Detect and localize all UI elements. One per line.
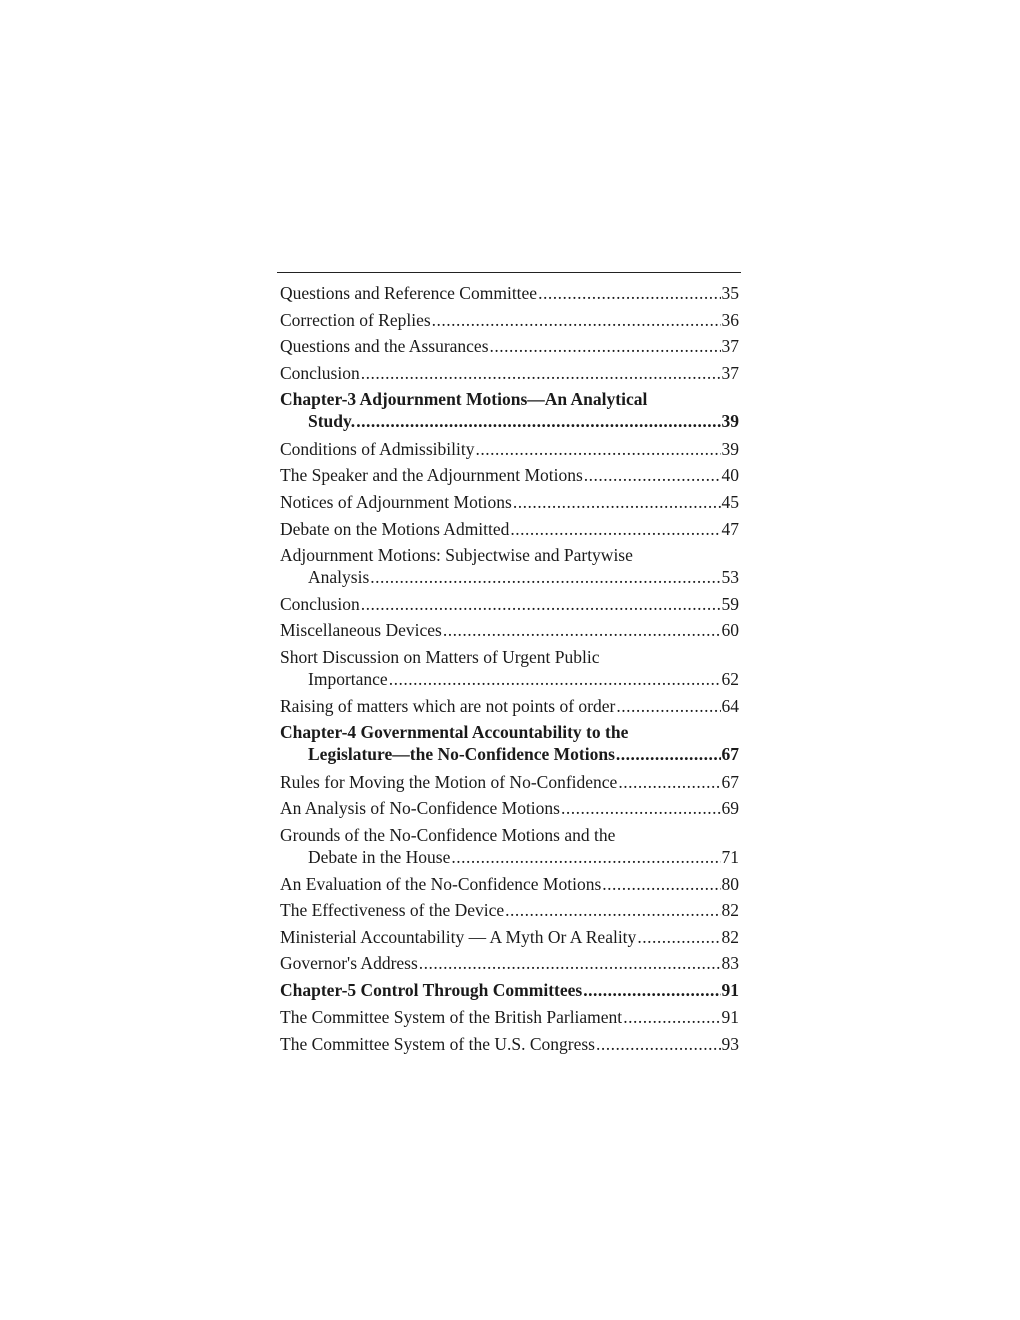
leader-dots — [360, 362, 721, 384]
entry-title: Chapter-5 Control Through Committees — [280, 979, 583, 1000]
entry-title: Miscellaneous Devices — [280, 620, 442, 641]
toc-entry[interactable] — [280, 926, 739, 948]
leader-dots — [636, 926, 720, 948]
leader-dots — [615, 695, 720, 717]
page-number: 80 — [721, 873, 739, 894]
leader-dots — [418, 952, 721, 974]
leader-dots — [512, 491, 721, 513]
toc-entry[interactable] — [280, 797, 739, 819]
page-number: 53 — [721, 567, 739, 588]
page-number: 64 — [721, 695, 739, 716]
toc-chapter-entry[interactable] — [280, 721, 739, 765]
page-number: 39 — [721, 411, 739, 432]
page-number: 37 — [721, 336, 739, 357]
toc-entry[interactable] — [280, 593, 739, 615]
leader-dots — [450, 846, 720, 868]
page-number: 71 — [721, 846, 739, 867]
toc-entry[interactable] — [280, 309, 739, 331]
entry-title: The Speaker and the Adjournment Motions — [280, 465, 583, 486]
toc-entry[interactable] — [280, 952, 739, 974]
toc-entry[interactable] — [280, 518, 739, 540]
entry-title: Governor's Address — [280, 953, 418, 974]
entry-title-continued: Study. — [308, 411, 356, 432]
entry-title: Chapter-3 Adjournment Motions—An Analytical — [280, 389, 648, 410]
entry-title: Grounds of the No-Confidence Motions and the — [280, 824, 616, 845]
page-number: 82 — [721, 926, 739, 947]
entry-title: An Analysis of No-Confidence Motions — [280, 798, 560, 819]
toc-entry[interactable] — [280, 695, 739, 717]
page-number: 67 — [721, 771, 739, 792]
toc-entry[interactable] — [280, 491, 739, 513]
entry-title: Adjournment Motions: Subjectwise and Partywise — [280, 545, 633, 566]
leader-dots — [369, 566, 720, 588]
page-number: 67 — [721, 744, 739, 765]
toc-entry[interactable] — [280, 824, 739, 868]
page-number: 91 — [721, 1007, 739, 1028]
leader-dots — [601, 873, 720, 895]
leader-dots — [617, 771, 720, 793]
page-number: 91 — [721, 979, 739, 1000]
toc-entry[interactable] — [280, 544, 739, 588]
entry-title: Conclusion — [280, 593, 360, 614]
entry-title-continued: Legislature—the No-Confidence Motions — [308, 744, 615, 765]
leader-dots — [474, 438, 720, 460]
entry-title: Notices of Adjournment Motions — [280, 492, 512, 513]
leader-dots — [509, 518, 720, 540]
page-number: 35 — [721, 283, 739, 303]
page-number: 36 — [721, 309, 739, 330]
entry-title-continued: Analysis — [308, 567, 370, 588]
leader-dots — [360, 593, 721, 615]
entry-title: Conclusion — [280, 362, 360, 383]
leader-dots — [560, 797, 721, 819]
toc-entry[interactable] — [280, 1033, 739, 1055]
leader-dots — [431, 309, 721, 331]
header-rule — [277, 272, 741, 273]
entry-title: The Effectiveness of the Device — [280, 900, 505, 921]
leader-dots — [537, 282, 720, 304]
page-number: 59 — [721, 593, 739, 614]
leader-dots — [582, 979, 720, 1001]
leader-dots — [489, 335, 721, 357]
entry-title: Chapter-4 Governmental Accountability to the — [280, 722, 629, 743]
page-number: 40 — [721, 465, 739, 486]
toc-entry[interactable] — [280, 899, 739, 921]
entry-title: Conditions of Admissibility — [280, 438, 475, 459]
entry-title: An Evaluation of the No-Confidence Motions — [280, 873, 602, 894]
entry-title-continued: Importance — [308, 669, 388, 690]
page-number: 47 — [721, 518, 739, 539]
entry-title: Correction of Replies — [280, 309, 431, 330]
toc-entry[interactable] — [280, 464, 739, 486]
page-number: 82 — [721, 900, 739, 921]
entry-title: Ministerial Accountability — A Myth Or A Reality — [280, 926, 637, 947]
page-number: 93 — [721, 1033, 739, 1054]
table-of-contents — [280, 282, 739, 1060]
toc-entry[interactable] — [280, 282, 739, 304]
toc-chapter-entry[interactable] — [280, 979, 739, 1001]
toc-entry[interactable] — [280, 771, 739, 793]
entry-title: Raising of matters which are not points of order — [280, 695, 616, 716]
page-number: 60 — [721, 620, 739, 641]
leader-dots — [583, 464, 721, 486]
page-number: 37 — [721, 362, 739, 383]
page-number: 62 — [721, 669, 739, 690]
leader-dots — [622, 1006, 720, 1028]
toc-entry[interactable] — [280, 362, 739, 384]
entry-title: Questions and the Assurances — [280, 336, 489, 357]
toc-entry[interactable] — [280, 335, 739, 357]
entry-title: The Committee System of the British Parliament — [280, 1007, 623, 1028]
leader-dots — [355, 410, 720, 432]
entry-title-continued: Debate in the House — [308, 846, 451, 867]
toc-entry[interactable] — [280, 646, 739, 690]
leader-dots — [595, 1033, 721, 1055]
leader-dots — [388, 668, 721, 690]
entry-title: Questions and Reference Committee — [280, 283, 538, 303]
entry-title: Short Discussion on Matters of Urgent Public — [280, 647, 600, 668]
entry-title: The Committee System of the U.S. Congress — [280, 1033, 595, 1054]
page-number: 69 — [721, 798, 739, 819]
leader-dots — [504, 899, 720, 921]
toc-entry[interactable] — [280, 1006, 739, 1028]
leader-dots — [442, 619, 721, 641]
page-number: 83 — [721, 953, 739, 974]
toc-entry[interactable] — [280, 873, 739, 895]
toc-chapter-entry[interactable] — [280, 388, 739, 432]
toc-entry[interactable] — [280, 438, 739, 460]
page-number: 45 — [721, 492, 739, 513]
leader-dots — [615, 743, 721, 765]
toc-entry[interactable] — [280, 619, 739, 641]
entry-title: Debate on the Motions Admitted — [280, 518, 510, 539]
page-number: 39 — [721, 438, 739, 459]
entry-title: Rules for Moving the Motion of No-Confidence — [280, 771, 618, 792]
